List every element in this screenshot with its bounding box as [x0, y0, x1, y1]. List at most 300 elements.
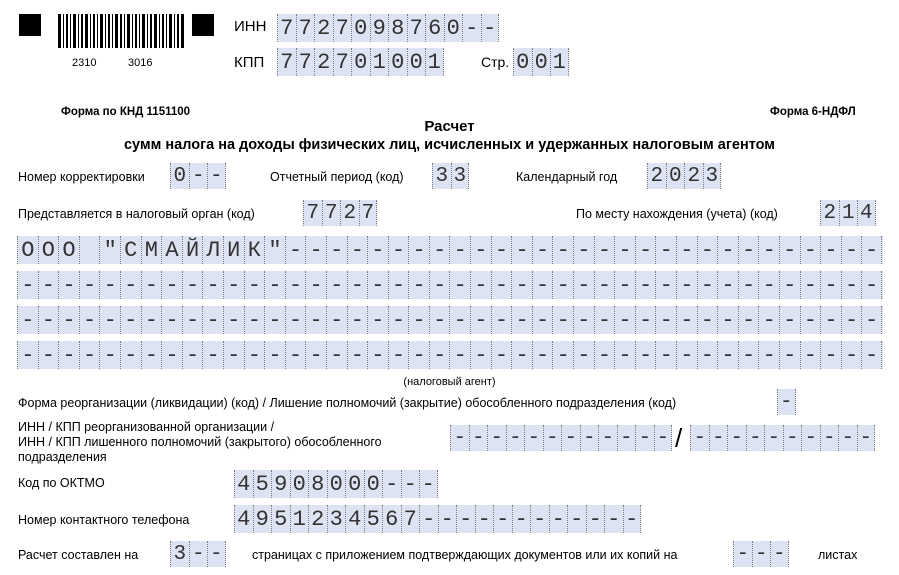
char-cell: 7: [296, 14, 315, 42]
char-cell: -: [326, 271, 347, 299]
char-cell: -: [99, 341, 120, 369]
char-cell: -: [202, 341, 223, 369]
char-cell: 2: [314, 14, 333, 42]
char-cell: Й: [182, 236, 203, 264]
char-cell: -: [429, 306, 450, 334]
correction-field[interactable]: [170, 163, 226, 189]
oktmo-field[interactable]: [234, 470, 438, 498]
char-cell: -: [676, 271, 697, 299]
char-cell: -: [532, 271, 553, 299]
barcode-number-left: 2310: [72, 57, 97, 69]
agent-name-line-2[interactable]: [17, 271, 883, 299]
char-cell: -: [820, 306, 841, 334]
char-cell: -: [207, 541, 226, 567]
char-cell: -: [738, 271, 759, 299]
char-cell: -: [594, 341, 615, 369]
char-cell: -: [549, 505, 568, 533]
char-cell: М: [141, 236, 162, 264]
barcode-number-right: 3016: [128, 57, 153, 69]
char-cell: -: [58, 271, 79, 299]
char-cell: -: [244, 341, 265, 369]
kpp-field[interactable]: [277, 48, 444, 76]
reorg-inn-label-1: ИНН / КПП реорганизованной организации /: [18, 420, 275, 434]
char-cell: 0: [444, 14, 463, 42]
char-cell: 0: [351, 48, 370, 76]
char-cell: -: [79, 306, 100, 334]
char-cell: -: [449, 236, 470, 264]
char-cell: -: [738, 306, 759, 334]
char-cell: ": [99, 236, 120, 264]
char-cell: С: [120, 236, 141, 264]
char-cell: -: [223, 341, 244, 369]
char-cell: -: [475, 505, 494, 533]
char-cell: -: [779, 341, 800, 369]
char-cell: -: [779, 271, 800, 299]
char-cell: 3: [451, 163, 470, 189]
char-cell: -: [141, 271, 162, 299]
char-cell: -: [223, 271, 244, 299]
char-cell: -: [758, 271, 779, 299]
char-cell: -: [182, 271, 203, 299]
period-field[interactable]: [432, 163, 469, 189]
char-cell: -: [161, 271, 182, 299]
char-cell: -: [552, 306, 573, 334]
char-cell: -: [841, 271, 862, 299]
char-cell: -: [264, 306, 285, 334]
char-cell: -: [470, 236, 491, 264]
char-cell: -: [462, 14, 481, 42]
char-cell: -: [367, 306, 388, 334]
char-cell: 7: [333, 48, 352, 76]
char-cell: -: [717, 306, 738, 334]
char-cell: -: [573, 341, 594, 369]
char-cell: -: [800, 306, 821, 334]
char-cell: -: [99, 271, 120, 299]
char-cell: -: [524, 425, 543, 451]
char-cell: -: [506, 425, 525, 451]
char-cell: -: [573, 271, 594, 299]
char-cell: -: [58, 341, 79, 369]
char-cell: 0: [666, 163, 685, 189]
char-cell: -: [561, 425, 580, 451]
form-title: Расчет: [424, 118, 475, 135]
char-cell: -: [326, 236, 347, 264]
char-cell: -: [285, 271, 306, 299]
corner-marker-left: [19, 14, 41, 36]
char-cell: -: [820, 236, 841, 264]
char-cell: -: [777, 389, 796, 415]
char-cell: 9: [253, 505, 272, 533]
tax-authority-field[interactable]: [303, 200, 377, 226]
char-cell: -: [617, 425, 636, 451]
char-cell: -: [573, 236, 594, 264]
char-cell: -: [305, 236, 326, 264]
char-cell: -: [511, 341, 532, 369]
char-cell: О: [58, 236, 79, 264]
char-cell: -: [861, 341, 882, 369]
char-cell: -: [202, 306, 223, 334]
char-cell: -: [264, 271, 285, 299]
char-cell: -: [347, 271, 368, 299]
char-cell: -: [623, 505, 642, 533]
char-cell: 7: [277, 14, 296, 42]
char-cell: -: [655, 306, 676, 334]
char-cell: -: [655, 271, 676, 299]
char-cell: -: [285, 236, 306, 264]
char-cell: -: [614, 236, 635, 264]
oktmo-label: Код по ОКТМО: [18, 476, 105, 490]
char-cell: -: [408, 306, 429, 334]
char-cell: 4: [857, 200, 876, 226]
char-cell: 2: [308, 505, 327, 533]
char-cell: -: [604, 505, 623, 533]
char-cell: -: [347, 236, 368, 264]
char-cell: -: [511, 236, 532, 264]
char-cell: 1: [550, 48, 569, 76]
char-cell: -: [655, 236, 676, 264]
char-cell: -: [189, 163, 208, 189]
char-cell: -: [449, 271, 470, 299]
char-cell: 8: [308, 470, 327, 498]
char-cell: -: [567, 505, 586, 533]
char-cell: -: [738, 236, 759, 264]
char-cell: -: [861, 306, 882, 334]
inn-label: ИНН: [234, 18, 267, 35]
char-cell: -: [594, 271, 615, 299]
char-cell: -: [388, 271, 409, 299]
char-cell: -: [17, 306, 38, 334]
reorg-inn-field[interactable]: [450, 425, 672, 451]
char-cell: -: [305, 271, 326, 299]
char-cell: 7: [359, 200, 378, 226]
char-cell: -: [820, 425, 839, 451]
char-cell: 4: [234, 505, 253, 533]
char-cell: -: [552, 271, 573, 299]
char-cell: 2: [820, 200, 839, 226]
pages-mid-label: страницах с приложением подтверждающих документов или их копий на: [252, 548, 678, 562]
char-cell: -: [800, 341, 821, 369]
location-field[interactable]: [820, 200, 876, 226]
reorg-inn-label-3: подразделения: [18, 450, 107, 464]
char-cell: 4: [345, 505, 364, 533]
char-cell: -: [838, 425, 857, 451]
char-cell: -: [532, 306, 553, 334]
char-cell: -: [841, 306, 862, 334]
char-cell: -: [598, 425, 617, 451]
char-cell: -: [654, 425, 673, 451]
char-cell: -: [512, 505, 531, 533]
inn-field[interactable]: [277, 14, 499, 42]
char-cell: -: [800, 236, 821, 264]
char-cell: 4: [234, 470, 253, 498]
char-cell: -: [676, 306, 697, 334]
char-cell: 0: [513, 48, 532, 76]
char-cell: 3: [432, 163, 451, 189]
char-cell: -: [717, 271, 738, 299]
pages-label: Расчет составлен на: [18, 548, 139, 562]
char-cell: 7: [333, 14, 352, 42]
char-cell: -: [779, 306, 800, 334]
char-cell: -: [493, 505, 512, 533]
char-cell: 0: [351, 14, 370, 42]
char-cell: -: [120, 341, 141, 369]
char-cell: -: [38, 271, 59, 299]
char-cell: 7: [277, 48, 296, 76]
pages-field[interactable]: [170, 541, 226, 567]
char-cell: 5: [364, 505, 383, 533]
char-cell: -: [470, 306, 491, 334]
char-cell: -: [244, 271, 265, 299]
char-cell: -: [594, 236, 615, 264]
char-cell: 0: [290, 470, 309, 498]
char-cell: -: [182, 306, 203, 334]
char-cell: -: [449, 341, 470, 369]
char-cell: -: [552, 236, 573, 264]
char-cell: -: [717, 341, 738, 369]
char-cell: -: [783, 425, 802, 451]
char-cell: Л: [202, 236, 223, 264]
char-cell: -: [820, 341, 841, 369]
char-cell: 1: [370, 48, 389, 76]
char-cell: 2: [340, 200, 359, 226]
form-code: Форма 6-НДФЛ: [770, 106, 856, 118]
char-cell: -: [408, 341, 429, 369]
char-cell: -: [429, 341, 450, 369]
kpp-label: КПП: [234, 54, 265, 71]
char-cell: -: [779, 236, 800, 264]
char-cell: 2: [647, 163, 666, 189]
char-cell: -: [481, 14, 500, 42]
char-cell: -: [182, 341, 203, 369]
char-cell: -: [388, 306, 409, 334]
char-cell: -: [697, 236, 718, 264]
char-cell: -: [326, 306, 347, 334]
char-cell: -: [456, 505, 475, 533]
agent-name-line-1[interactable]: [17, 236, 883, 264]
char-cell: А: [161, 236, 182, 264]
char-cell: -: [614, 341, 635, 369]
char-cell: -: [450, 425, 469, 451]
char-cell: 1: [290, 505, 309, 533]
agent-name-line-4[interactable]: [17, 341, 883, 369]
char-cell: -: [347, 341, 368, 369]
char-cell: -: [594, 306, 615, 334]
char-cell: 3: [703, 163, 722, 189]
char-cell: -: [449, 306, 470, 334]
char-cell: 5: [271, 505, 290, 533]
char-cell: -: [79, 341, 100, 369]
char-cell: -: [635, 236, 656, 264]
char-cell: 0: [364, 470, 383, 498]
year-field[interactable]: [647, 163, 721, 189]
char-cell: -: [120, 271, 141, 299]
char-cell: -: [202, 271, 223, 299]
char-cell: -: [189, 541, 208, 567]
char-cell: 7: [296, 48, 315, 76]
char-cell: -: [543, 425, 562, 451]
period-label: Отчетный период (код): [270, 170, 404, 184]
location-label: По месту нахождения (учета) (код): [576, 207, 778, 221]
char-cell: 7: [303, 200, 322, 226]
char-cell: -: [635, 341, 656, 369]
char-cell: 0: [407, 48, 426, 76]
char-cell: К: [244, 236, 265, 264]
reorg-form-field[interactable]: [777, 389, 796, 415]
char-cell: -: [801, 425, 820, 451]
char-cell: 0: [345, 470, 364, 498]
char-cell: -: [532, 341, 553, 369]
char-cell: -: [764, 425, 783, 451]
char-cell: -: [752, 541, 771, 567]
char-cell: -: [635, 271, 656, 299]
char-cell: 1: [425, 48, 444, 76]
char-cell: -: [207, 163, 226, 189]
char-cell: 9: [271, 470, 290, 498]
char-cell: -: [408, 236, 429, 264]
char-cell: -: [511, 271, 532, 299]
char-cell: -: [511, 306, 532, 334]
char-cell: -: [690, 425, 709, 451]
char-cell: 2: [684, 163, 703, 189]
char-cell: -: [264, 341, 285, 369]
char-cell: -: [491, 306, 512, 334]
char-cell: -: [347, 306, 368, 334]
char-cell: 7: [401, 505, 420, 533]
char-cell: -: [367, 236, 388, 264]
char-cell: -: [586, 505, 605, 533]
char-cell: -: [17, 341, 38, 369]
char-cell: 1: [839, 200, 858, 226]
char-cell: -: [861, 236, 882, 264]
char-cell: 7: [322, 200, 341, 226]
page-label: Стр.: [481, 54, 510, 70]
char-cell: -: [532, 236, 553, 264]
char-cell: 6: [425, 14, 444, 42]
char-cell: -: [408, 271, 429, 299]
char-cell: -: [382, 470, 401, 498]
form-subtitle: сумм налога на доходы физических лиц, исчисленных и удержанных налоговым агентом: [123, 137, 776, 153]
corner-marker-right: [192, 14, 214, 36]
char-cell: 9: [370, 14, 389, 42]
char-cell: 3: [327, 505, 346, 533]
reorg-form-label: Форма реорганизации (ликвидации) (код) / Лишение полномочий (закрытие) обособленного подразделения (код): [18, 396, 677, 410]
char-cell: -: [614, 271, 635, 299]
char-cell: -: [491, 236, 512, 264]
char-cell: -: [223, 306, 244, 334]
char-cell: ": [264, 236, 285, 264]
char-cell: -: [738, 341, 759, 369]
char-cell: И: [223, 236, 244, 264]
sheets-field[interactable]: [733, 541, 789, 567]
char-cell: -: [573, 306, 594, 334]
char-cell: -: [470, 341, 491, 369]
char-cell: -: [141, 341, 162, 369]
year-label: Календарный год: [516, 170, 618, 184]
char-cell: -: [758, 236, 779, 264]
char-cell: -: [676, 236, 697, 264]
char-cell: -: [244, 306, 265, 334]
char-cell: -: [857, 425, 876, 451]
char-cell: -: [79, 271, 100, 299]
agent-name-line-3[interactable]: [17, 306, 883, 334]
char-cell: 0: [388, 48, 407, 76]
char-cell: -: [733, 541, 752, 567]
char-cell: -: [758, 341, 779, 369]
char-cell: -: [38, 306, 59, 334]
char-cell: -: [727, 425, 746, 451]
char-cell: -: [469, 425, 488, 451]
char-cell: 0: [327, 470, 346, 498]
char-cell: -: [491, 341, 512, 369]
phone-label: Номер контактного телефона: [18, 513, 190, 527]
char-cell: -: [709, 425, 728, 451]
char-cell: -: [120, 306, 141, 334]
char-cell: -: [305, 306, 326, 334]
char-cell: -: [676, 341, 697, 369]
char-cell: О: [38, 236, 59, 264]
char-cell: 0: [170, 163, 189, 189]
char-cell: -: [401, 470, 420, 498]
reorg-inn-label-2: ИНН / КПП лишенного полномочий (закрытого) обособленного: [18, 435, 382, 449]
char-cell: -: [17, 271, 38, 299]
char-cell: -: [429, 271, 450, 299]
char-cell: -: [141, 306, 162, 334]
correction-label: Номер корректировки: [18, 170, 145, 184]
char-cell: -: [367, 341, 388, 369]
char-cell: -: [861, 271, 882, 299]
char-cell: -: [552, 341, 573, 369]
char-cell: -: [697, 341, 718, 369]
char-cell: -: [470, 271, 491, 299]
char-cell: -: [758, 306, 779, 334]
char-cell: -: [635, 306, 656, 334]
char-cell: 0: [532, 48, 551, 76]
char-cell: -: [717, 236, 738, 264]
char-cell: -: [419, 505, 438, 533]
char-cell: -: [58, 306, 79, 334]
reorg-kpp-field[interactable]: [690, 425, 875, 451]
char-cell: О: [17, 236, 38, 264]
phone-field[interactable]: [234, 505, 641, 533]
char-cell: -: [580, 425, 599, 451]
char-cell: -: [161, 341, 182, 369]
page-number-field[interactable]: [513, 48, 569, 76]
char-cell: 2: [314, 48, 333, 76]
reorg-separator: /: [675, 423, 683, 453]
barcode: [58, 14, 186, 58]
char-cell: -: [388, 341, 409, 369]
char-cell: -: [161, 306, 182, 334]
char-cell: [79, 236, 100, 264]
char-cell: -: [800, 271, 821, 299]
char-cell: -: [635, 425, 654, 451]
sheets-label: листах: [818, 548, 858, 562]
char-cell: 5: [253, 470, 272, 498]
char-cell: 8: [388, 14, 407, 42]
char-cell: 3: [170, 541, 189, 567]
char-cell: -: [305, 341, 326, 369]
tax-authority-label: Представляется в налоговый орган (код): [18, 207, 255, 221]
char-cell: -: [770, 541, 789, 567]
char-cell: -: [285, 341, 306, 369]
char-cell: -: [746, 425, 765, 451]
char-cell: -: [367, 271, 388, 299]
char-cell: -: [326, 341, 347, 369]
char-cell: -: [841, 236, 862, 264]
char-cell: -: [697, 306, 718, 334]
char-cell: 6: [382, 505, 401, 533]
char-cell: -: [438, 505, 457, 533]
